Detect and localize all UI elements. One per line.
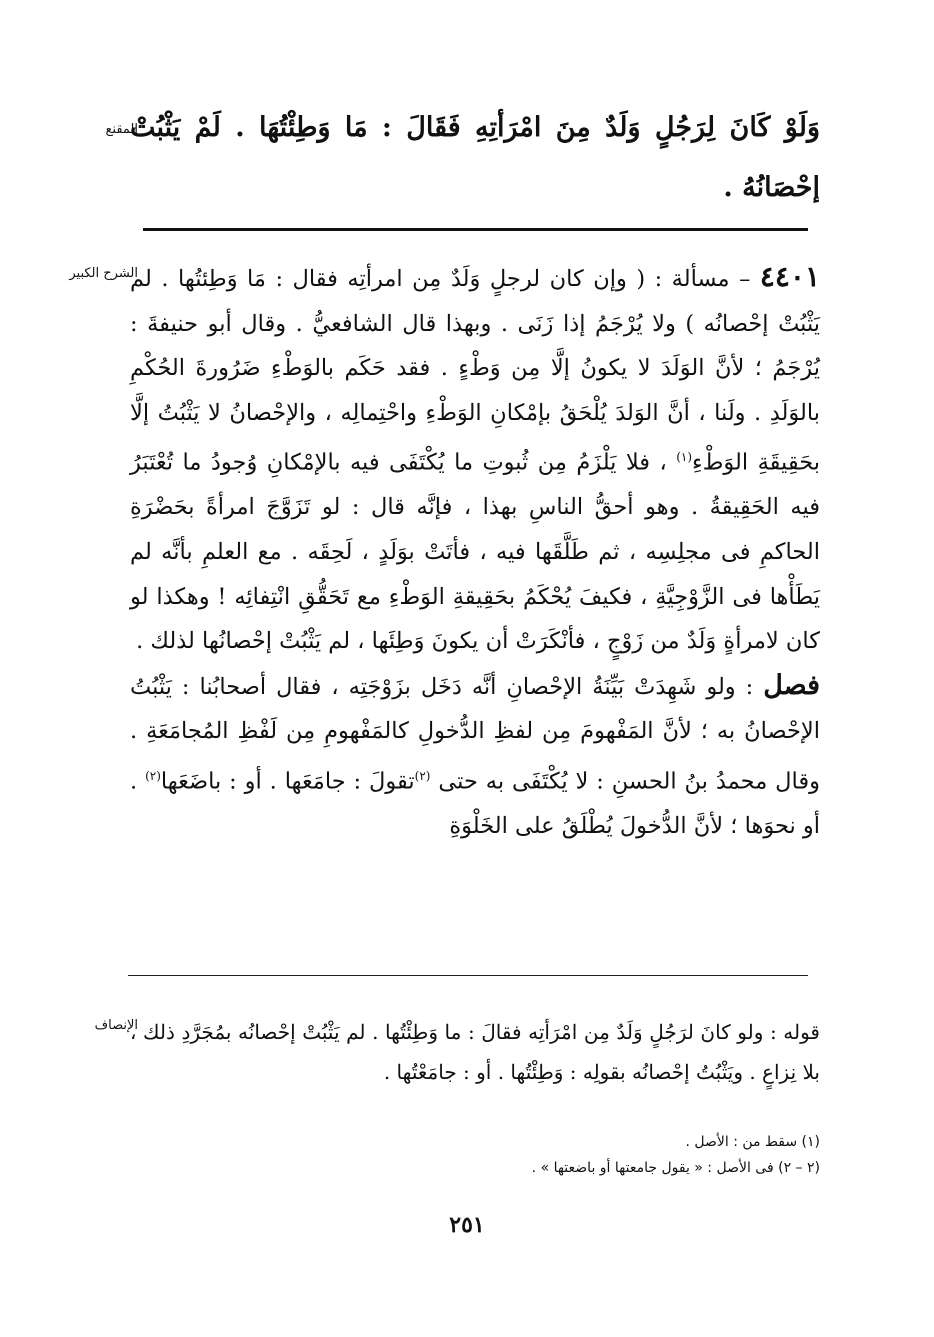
side-label-muqni: المقنع [105,122,138,137]
fasl-text: : ولو شَهِدَتْ بَيِّنَةُ الإحْصانِ أنَّه دَخَل بزَوْجَتِه ، فقال أصحابُنا : يَثْبُتُ الإحْصانُ به ؛ لأنَّ المَفْهومَ مِن لفظِ الدُّخولِ كالمَفْهومِ مِن لَفْظِ المُجامَعَةِ . وقال محمدُ بنُ الحسنِ : لا يُكْتَفَى به حتى [130,673,820,795]
footnote-1: (١) سقط من : الأصل . [685,1134,820,1150]
issue-number: ٤٤٠١ [759,260,820,293]
insaf-text: قوله : ولو كانَ لرَجُلٍ وَلَدٌ مِن امْرَأتِه فقالَ : ما وَطِئْتُها . لم يَثْبُتْ إحْصانُه بمُجَرَّدِ ذلك ، بلا نِزاعٍ . ويَثْبُتُ إحْصانُه بقولِه : وَطِئْتُها . أو : جامَعْتُها . [130,1020,820,1084]
issue-text-continued: ، فلا يَلْزَمُ مِن ثُبوتِ ما يُكْتَفَى فيه بالإمْكانِ وُجودُ ما تُعْتَبَرُ فيه الحَقِيقةُ . وهو أحقُّ الناسِ بهذا ، فإنَّه قال : لو تَزَوَّجَ امرأةً بحَضْرَةِ الحاكمِ فى مجلِسِه ، ثم طَلَّقَها فيه ، فأتَتْ بوَلَدٍ ، لَحِقَه . مع العلمِ بأنَّه لم يَطَأْها فى الزَّوْجِيَّةِ ، فكيفَ يُحْكَمُ بحَقِيقةِ الوَطْءِ مع تَحَقُّقِ انْتِفائِه ! وهكذا لو كان لامرأةٍ وَلَدٌ من زَوْجٍ ، فأنْكَرَتْ أن يكونَ وَطِئَها ، لم يَثْبُتْ إحْصانُها لذلك . [130,449,820,655]
sharh-paragraph-fasl [130,664,820,849]
fasl-text-quoted: تقولَ : جامَعَها . أو : باضَعَها [160,768,415,795]
footnotes [400,1129,820,1181]
fasl-text-end: . أو نحوَها ؛ لأنَّ الدُّخولَ يُطْلَقُ على الخَلْوَةِ [130,768,820,840]
issue-text: – مسألة : ( وإن كان لرجلٍ وَلَدٌ مِن امرأتِه فقال : مَا وَطِئتُها . لم يَثْبُتْ إحْصانُه ) ولا يُرْجَمُ إذا زَنَى . وبهذا قال الشافعيُّ . وقال أبو حنيفةَ : يُرْجَمُ ؛ لأنَّ الوَلَدَ لا يكونُ إلَّا مِن وَطْءٍ . فقد حَكَم بالوَطْءِ ضَرُورةَ الحُكْمِ بالوَلَدِ . ولَنا ، أنَّ الوَلدَ يُلْحَقُ بإمْكانِ الوَطْءِ واحْتِمالِه ، والإحْصانُ لا يَثْبُتُ إلَّا بحَقِيقَةِ الوَطْءِ [130,266,820,476]
muqni-text: وَلَوْ كَانَ لِرَجُلٍ وَلَدٌ مِنَ امْرَأتِهِ فَقَالَ : مَا وَطِئْتُهَا . لَمْ يَثْبُتْ إحْصَانُهُ . [130,112,820,203]
page-number: ٢٥١ [449,1212,485,1238]
sharh-paragraph-issue [130,255,820,664]
footnote-ref-2-start: (٢) [414,769,431,784]
fasl-heading: فصل [763,669,820,701]
footnote-ref-1: (١) [676,450,693,465]
section-divider-thin [128,975,808,976]
side-label-sharh: الشرح الكبير [69,266,138,281]
sharh-body [130,255,820,849]
footnote-ref-2-end: (٢) [145,769,161,784]
side-label-insaf: الإنصاف [94,1018,138,1033]
section-divider-thick [143,228,808,231]
footnote-2: (٢ – ٢) فى الأصل : « يقول جامعتها أو باضعتها » . [531,1160,820,1176]
